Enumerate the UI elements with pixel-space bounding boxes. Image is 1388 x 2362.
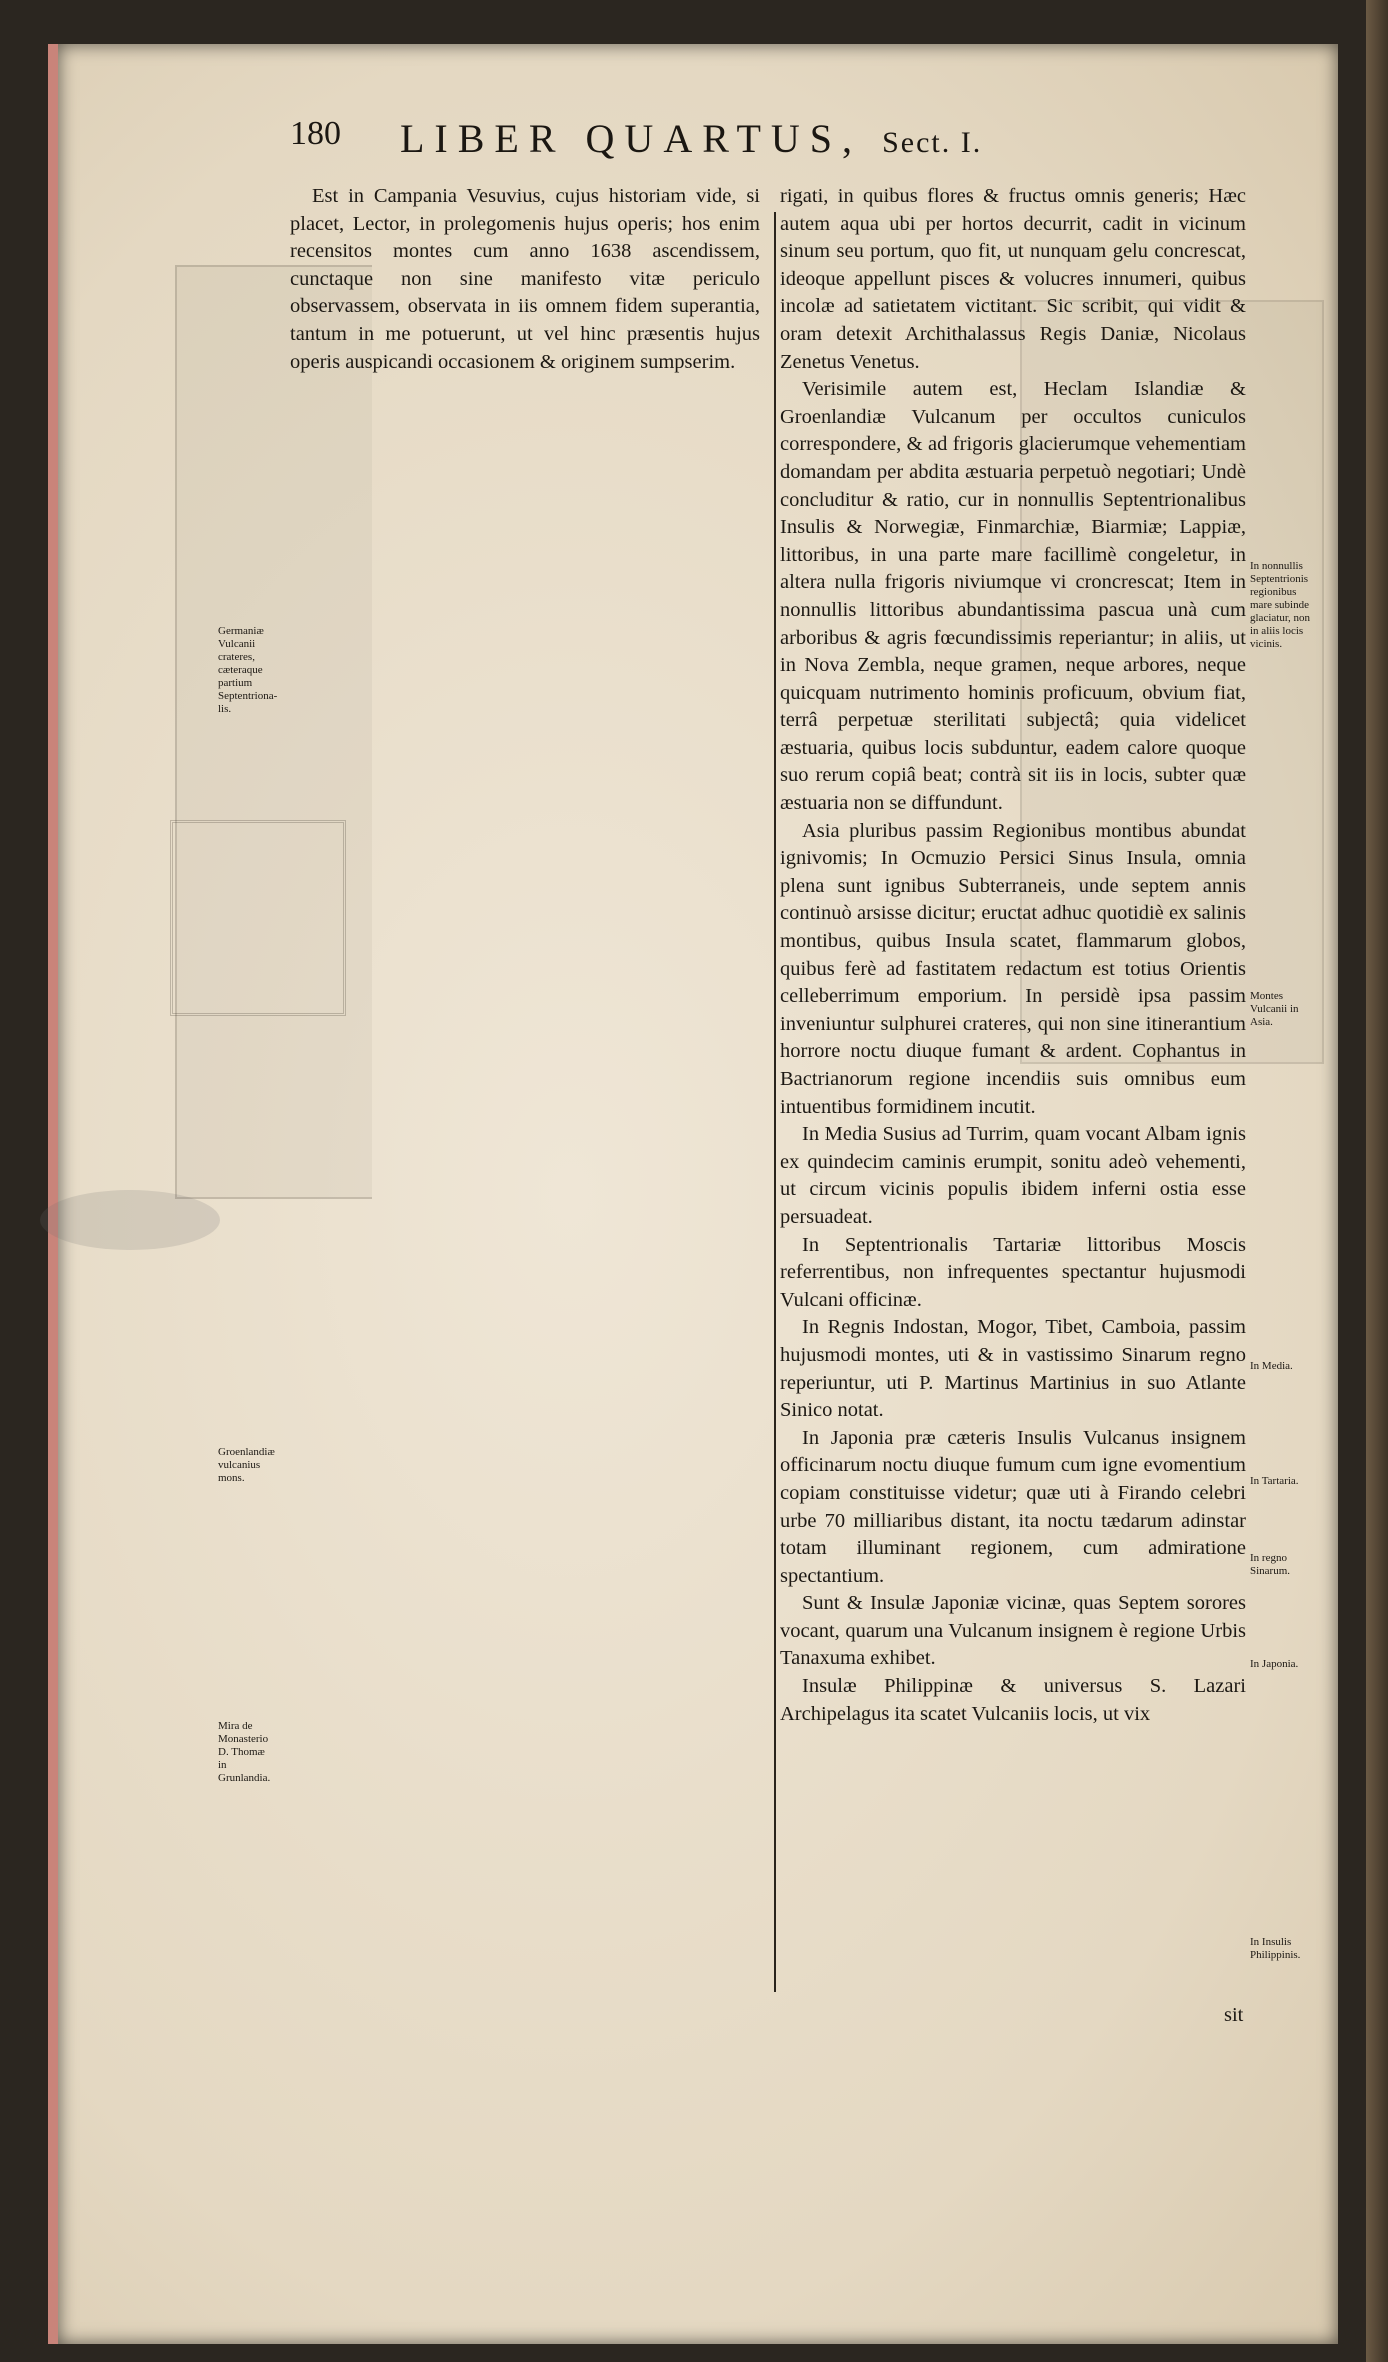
bleed-through-plate [175,265,372,1199]
right-column [780,183,1246,1728]
paragraph: In Septentrionalis Tartariæ littoribus Moscis referrentibus, non infrequentes spectantur hujusmodi Vulcani officinæ. [780,1233,1246,1311]
paragraph: In Regnis Indostan, Mogor, Tibet, Camboia, passim hujusmodi montes, uti & in vastissimo Sinarum regno reperiuntur, uti P. Martinus Martinius in suo Atlante Sinico notat. [780,1316,1246,1422]
left-column [290,183,760,376]
paragraph: Sunt & Insulæ Japoniæ vicinæ, quas Septem sorores vocant, quarum una Vulcanum insignem è regione Urbis Tanaxuma exhibet. [780,1592,1246,1670]
margin-note-japonia: In Japonia. [1250,1658,1299,1670]
paragraph: Est in Campania Vesuvius, cujus historiam vide, si placet, Lector, in prolegomenis hujus operis; hos enim recensitos montes cum anno 1638 ascendissem, cunctaque non sine manifesto vitæ periculo observassem, observata in iis omnem fidem superantia, tantum in me potuerunt, ut vel hinc præsentis hujus operis auspicandi occasionem & originem sumpserim. [290,185,760,373]
margin-note-monasterium: Mira de Monasterio D. Thomæ in Grunlandia. [218,1720,271,1784]
section-label: Sect. I. [882,126,983,159]
paragraph: rigati, in quibus flores & fructus omnis generis; Hæc autem aqua ubi per hortos decurrit, cadit in vicinum sinum seu portum, quo fit, ut nunquam gelu concrescat, ideoque appellunt pisces & volucres innumeri, quibus incolæ ad satietatem victitant. Sic scribit, qui vidit & oram detexit Archithalassus Regis Daniæ, Nicolaus Zenetus Venetus. [780,185,1246,373]
paragraph: In Media Susius ad Turrim, quam vocant Albam ignis ex quindecim caminis erumpit, sonitu adeò vehementi, ut circum vicinis populis ibidem inferni ostia esse persuadeat. [780,1123,1246,1228]
catchword: sit [1224,2004,1244,2026]
paragraph: Insulæ Philippinæ & universus S. Lazari Archipelagus ita scatet Vulcaniis locis, ut vix [780,1675,1246,1725]
column-rule [774,212,776,1992]
title-text: LIBER QUARTUS, [400,116,863,161]
margin-note-sinarum: In regno Sinarum. [1250,1552,1291,1577]
paragraph: Verisimile autem est, Heclam Islandiæ & Groenlandiæ Vulcanum per occultos cuniculos correspondere, & ad frigoris glacierumque vehementiam domandam per abdita æstuaria perpetuò negotiari; Undè concluditur & ratio, cur in nonnullis Septentrionalibus Insulis & Norwegiæ, Finmarchiæ, Biarmiæ; Lappiæ, littoribus, in una parte mare facillimè congeletur, in altera nulla frigoris niviumque vi croncrescat; Item in nonnullis littoribus abundantissima pascua unà cum arboribus & agris fœcundissimis reperiantur; in aliis, ut in Nova Zembla, neque gramen, neque arbores, neque quicquam nutrimento hominis proficuum, obvium fiat, terrâ perpetuæ sterilitati subjectâ; quia videlicet æstuaria, quibus locis subduntur, eadem calore quoque suo rerum copiâ beat; contrà sit iis in locis, subter quæ æstuaria non se diffundunt. [780,378,1246,815]
margin-note-groenlandia: Groenlandiæ vulcanius mons. [218,1446,275,1484]
bleed-through-cartouche [170,820,346,1016]
page-edge [1366,0,1388,2362]
margin-note-asia: Montes Vulcanii in Asia. [1250,990,1299,1028]
margin-note-septentrio: In nonnullis Septentrionis regionibus mare subinde glaciatur, non in aliis locis vicinis. [1250,560,1311,650]
margin-note-media: In Media. [1250,1360,1293,1372]
paper-stain [40,1190,220,1250]
paragraph: In Japonia præ cæteris Insulis Vulcanus insignem officinarum noctu diuque fumum cum igne evomentium copiam constituisse videtur; quæ uti à Firando celebri urbe 70 milliaribus distant, ita noctu tædarum adinstar totam illuminant regionem, cum admiratione spectantium. [780,1426,1246,1587]
running-title [400,115,982,162]
page-number: 180 [290,115,341,152]
margin-note-germania: Germaniæ Vulcanii crateres, cæteraque partium Septentriona-lis. [218,625,278,715]
margin-note-philippinae: In Insulis Philippinis. [1250,1936,1301,1961]
margin-note-tartaria: In Tartaria. [1250,1475,1299,1487]
running-header [290,115,1220,175]
paragraph: Asia pluribus passim Regionibus montibus abundat ignivomis; In Ocmuzio Persici Sinus Insula, omnia plena sunt ignibus Subterraneis, unde septem annis continuò arsisse dicitur; eructat adhuc quotidiè ex salinis montibus, quibus Insula scatet, flammarum globos, quibus ferè ad fastitatem redactum est totius Orientis celleberrimum emporium. In persidè ipsa passim inveniuntur sulphurei crateres, qui non sine itinerantium horrore noctu diuque fumant & ardent. Cophantus in Bactrianorum regione incendiis suis omnibus eum intuentibus formidinem incutit. [780,819,1246,1118]
